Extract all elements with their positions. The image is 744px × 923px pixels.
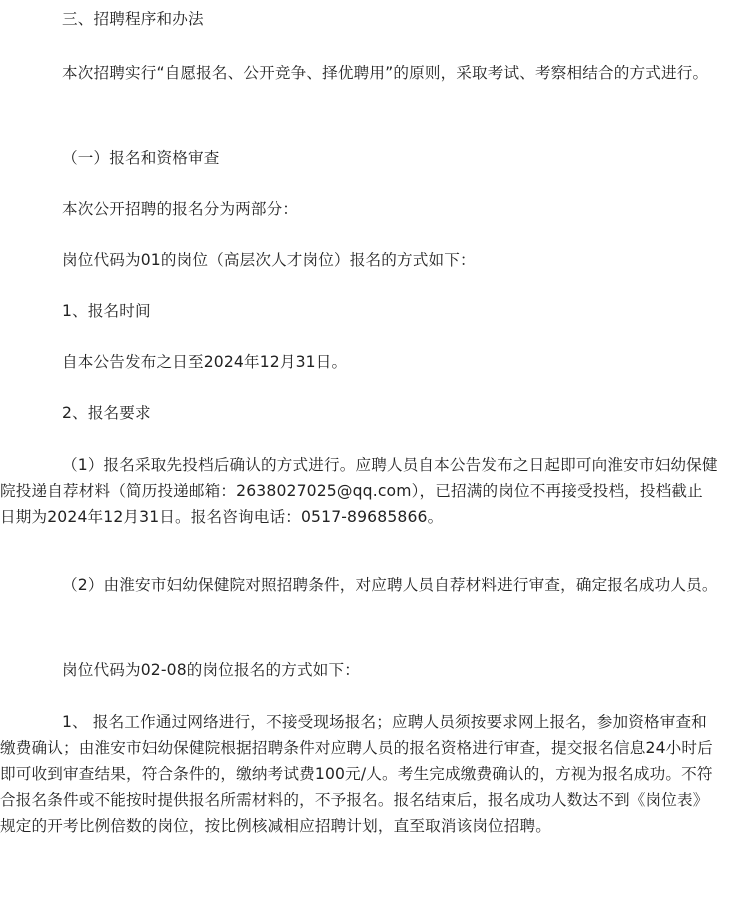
item-registration-time: 1、报名时间	[62, 302, 151, 320]
paragraph-parts: 本次公开招聘的报名分为两部分：	[62, 200, 299, 218]
section-heading: 三、招聘程序和办法	[62, 10, 204, 28]
item-registration-requirements: 2、报名要求	[62, 404, 151, 422]
paragraph-post-01: 岗位代码为01的岗位（高层次人才岗位）报名的方式如下：	[62, 251, 476, 269]
subsection-heading: （一）报名和资格审查	[62, 149, 220, 167]
paragraph-post-02-08: 岗位代码为02-08的岗位报名的方式如下：	[62, 661, 360, 679]
paragraph-date: 自本公告发布之日至2024年12月31日。	[62, 353, 348, 371]
paragraph-principle: 本次招聘实行“自愿报名、公开竞争、择优聘用”的原则，采取考试、考察相结合的方式进行。	[62, 64, 709, 82]
paragraph-online-registration: 1、 报名工作通过网络进行，不接受现场报名；应聘人员须按要求网上报名，参加资格审查和缴费确认；由淮安市妇幼保健院根据招聘条件对应聘人员的报名资格进行审查，提交报名信息24小时后即可收到审查结果，符合条件的，缴纳考试费100元/人。考生完成缴费确认的，方视为报名成功。不符合报名条件或不能按时提供报名所需材料的，不予报名。报名结束后，报名成功人数达不到《岗位表》规定的开考比例倍数的岗位，按比例核减相应招聘计划，直至取消该岗位招聘。	[0, 713, 713, 835]
paragraph-requirement-2: （2）由淮安市妇幼保健院对照招聘条件，对应聘人员自荐材料进行审查，确定报名成功人员。	[62, 576, 718, 594]
paragraph-requirement-1: （1）报名采取先投档后确认的方式进行。应聘人员自本公告发布之日起即可向淮安市妇幼保健院投递自荐材料（简历投递邮箱：2638027025@qq.com），已招满的岗位不再接受投档，投档截止日期为2024年12月31日。报名咨询电话：0517-89685866。	[0, 456, 718, 526]
